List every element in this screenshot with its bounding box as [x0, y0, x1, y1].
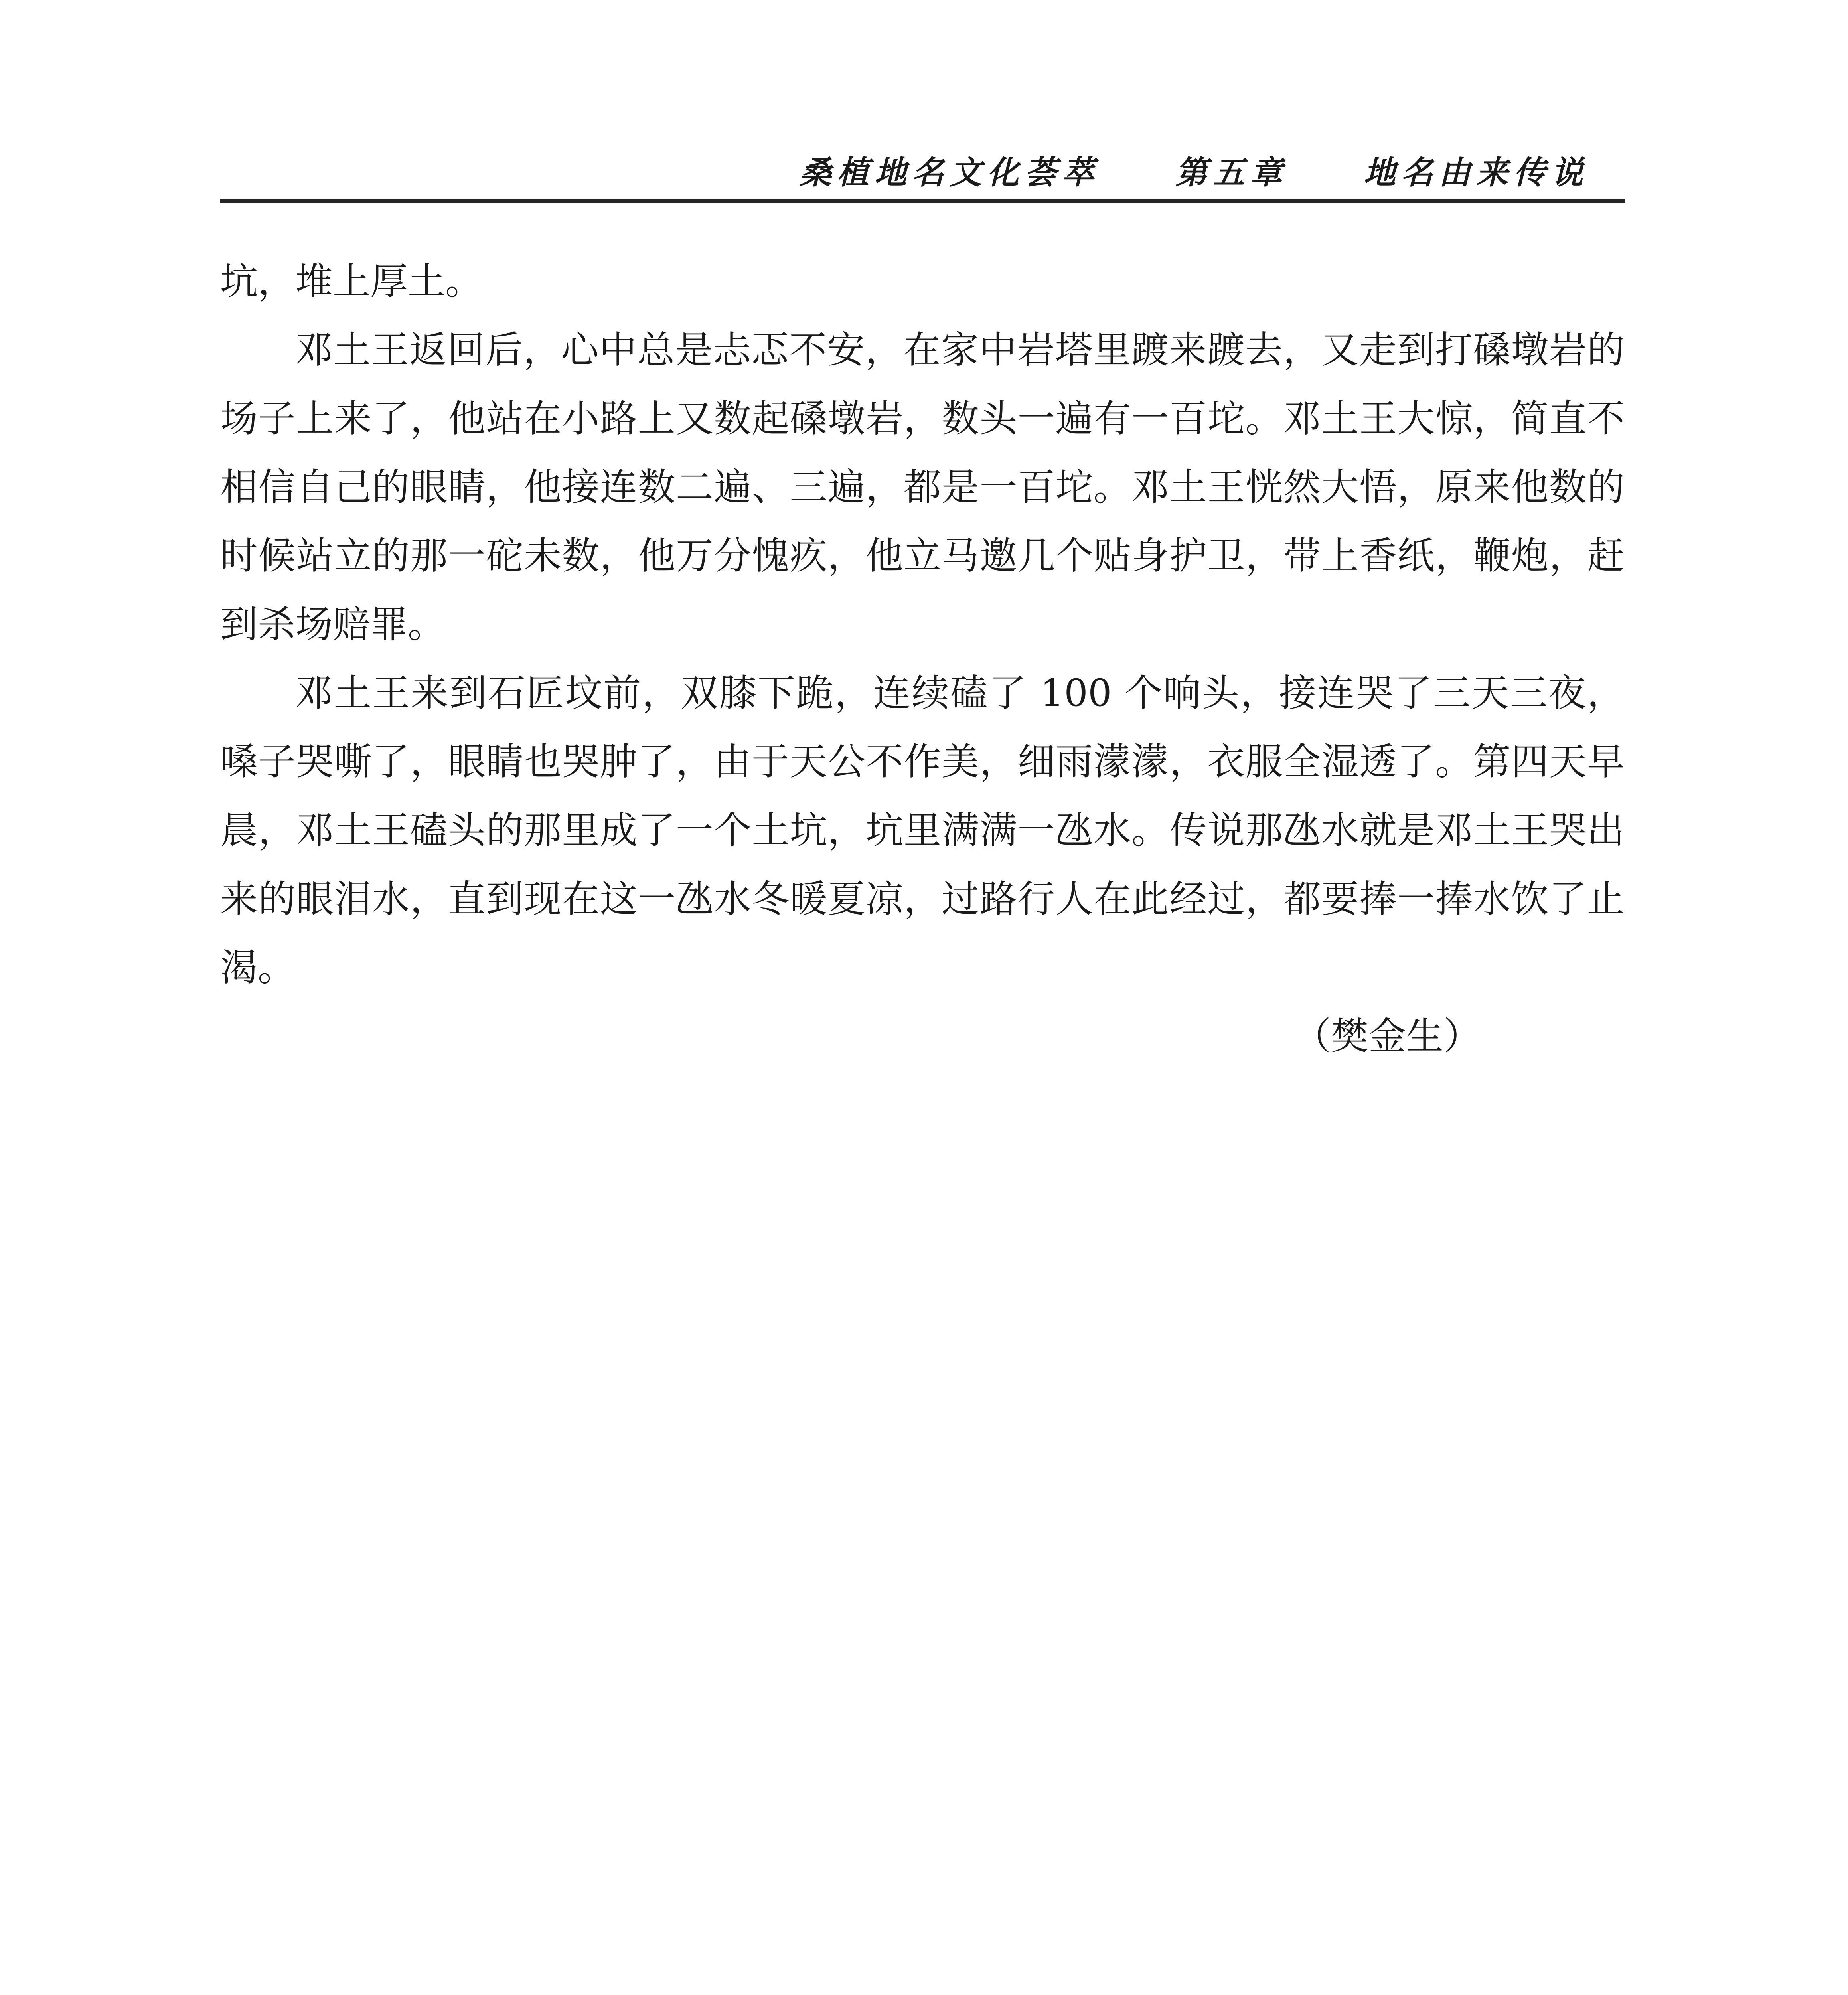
paragraph: 邓土王来到石匠坟前，双膝下跪，连续磕了 100 个响头，接连哭了三天三夜，嗓子哭嘶了，眼睛也哭肿了，由于天公不作美，细雨濛濛，衣服全湿透了。第四天早晨，邓土王磕头的那里成了一个土坑，坑里满满一氹水。传说那氹水就是邓土王哭出来的眼泪水，直到现在这一氹水冬暖夏凉，过路行人在此经过，都要捧一捧水饮了止渴。 — [220, 672, 1625, 990]
body-text — [220, 247, 1625, 1071]
header-titles — [800, 147, 1589, 193]
paragraph: 邓土王返回后，心中总是忐忑不安，在家中岩塔里踱来踱去，又走到打磉墩岩的场子上来了，他站在小路上又数起磉墩岩，数头一遍有一百坨。邓土王大惊，简直不相信自己的眼睛，他接连数二遍、三遍，都是一百坨。邓土王恍然大悟，原来他数的时候站立的那一砣未数，他万分愧疚，他立马邀几个贴身护卫，带上香纸，鞭炮，赶到杀场赔罪。 — [220, 328, 1625, 646]
section-title: 地名由来传说 — [1364, 154, 1589, 191]
author-byline: （樊金生） — [1293, 1015, 1481, 1058]
chapter-label: 第五章 — [1175, 154, 1288, 191]
running-header — [220, 136, 1625, 203]
book-title: 桑植地名文化荟萃 — [800, 154, 1100, 191]
paragraph-continuation: 坑，堆上厚土。 — [220, 260, 483, 303]
